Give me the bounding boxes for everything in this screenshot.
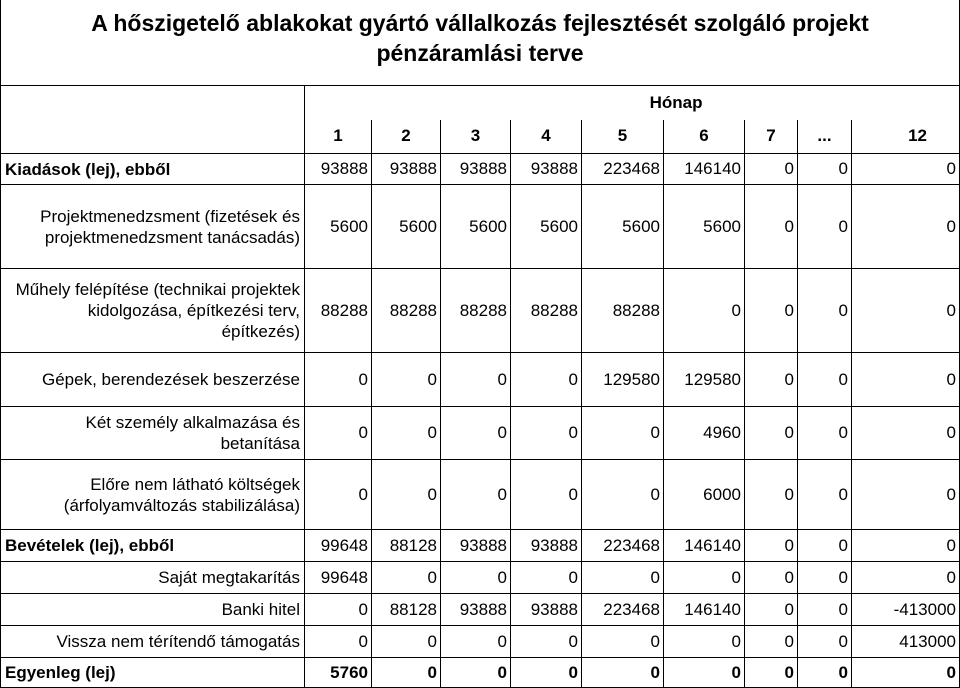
value-cell: 0 (441, 626, 511, 658)
value-cell: 0 (372, 460, 441, 530)
value-cell: 0 (441, 460, 511, 530)
header-corner (1, 86, 305, 120)
value-cell: 4960 (664, 407, 745, 460)
value-cell: 0 (372, 658, 441, 688)
value-cell: 0 (582, 626, 664, 658)
row-label: Banki hitel (1, 594, 305, 626)
value-cell: 93888 (441, 530, 511, 562)
value-cell: 0 (798, 460, 852, 530)
value-cell: 0 (852, 658, 960, 688)
value-cell: 0 (798, 154, 852, 185)
value-cell: 5600 (664, 185, 745, 269)
value-cell: 0 (372, 562, 441, 594)
value-cell: 0 (511, 407, 582, 460)
value-cell: 0 (511, 626, 582, 658)
row-label: Gépek, berendezések beszerzése (1, 353, 305, 407)
value-cell: 0 (511, 353, 582, 407)
value-cell: 0 (305, 594, 372, 626)
value-cell: 0 (664, 658, 745, 688)
value-cell: 93888 (305, 154, 372, 185)
value-cell: 0 (664, 562, 745, 594)
page-title (0, 8, 960, 68)
table-row (1, 154, 960, 185)
table-row (1, 594, 960, 626)
month-cell: ... (798, 120, 852, 154)
row-label: Bevételek (lej), ebből (1, 530, 305, 562)
value-cell: 88288 (511, 269, 582, 353)
value-cell: 93888 (441, 594, 511, 626)
value-cell: 88288 (372, 269, 441, 353)
header-empty (1, 120, 305, 154)
value-cell: 0 (372, 626, 441, 658)
value-cell: 99648 (305, 530, 372, 562)
value-cell: 0 (305, 353, 372, 407)
title-line-1: A hőszigetelő ablakokat gyártó vállalkozás fejlesztését szolgáló projekt (91, 10, 869, 36)
value-cell: 0 (852, 530, 960, 562)
value-cell: 88288 (441, 269, 511, 353)
month-header-label: Hónap (649, 93, 703, 112)
table-row (1, 530, 960, 562)
value-cell: 0 (305, 407, 372, 460)
row-label: Vissza nem térítendő támogatás (1, 626, 305, 658)
row-label: Kiadások (lej), ebből (1, 154, 305, 185)
value-cell: 93888 (441, 154, 511, 185)
value-cell: 93888 (372, 154, 441, 185)
table-row (1, 562, 960, 594)
value-cell: 0 (798, 562, 852, 594)
value-cell: 5600 (305, 185, 372, 269)
value-cell: 0 (582, 658, 664, 688)
value-cell: 0 (852, 185, 960, 269)
value-cell: 413000 (852, 626, 960, 658)
value-cell: 0 (582, 460, 664, 530)
value-cell: 0 (745, 407, 798, 460)
row-label: Projektmenedzsment (fizetések és projektmenedzsment tanácsadás) (1, 185, 305, 269)
value-cell: 223468 (582, 154, 664, 185)
value-cell: 0 (798, 658, 852, 688)
value-cell: 0 (852, 407, 960, 460)
value-cell: 0 (798, 594, 852, 626)
value-cell: -413000 (852, 594, 960, 626)
value-cell: 0 (745, 154, 798, 185)
value-cell: 146140 (664, 154, 745, 185)
table-row (1, 407, 960, 460)
value-cell: 0 (305, 460, 372, 530)
table-row (1, 269, 960, 353)
value-cell: 146140 (664, 594, 745, 626)
value-cell: 0 (441, 407, 511, 460)
table-row (1, 626, 960, 658)
title-line-2: pénzáramlási terve (376, 40, 584, 66)
value-cell: 0 (745, 658, 798, 688)
cash-flow-table (0, 85, 960, 688)
value-cell: 93888 (511, 530, 582, 562)
month-cell: 4 (511, 120, 582, 154)
value-cell: 0 (582, 562, 664, 594)
month-cell: 5 (582, 120, 664, 154)
value-cell: 88128 (372, 530, 441, 562)
value-cell: 99648 (305, 562, 372, 594)
value-cell: 0 (798, 269, 852, 353)
value-cell: 0 (852, 269, 960, 353)
value-cell: 0 (852, 154, 960, 185)
value-cell: 5600 (441, 185, 511, 269)
value-cell: 5600 (372, 185, 441, 269)
value-cell: 0 (305, 626, 372, 658)
month-cell: 12 (852, 120, 960, 154)
value-cell: 5600 (511, 185, 582, 269)
value-cell: 0 (664, 269, 745, 353)
month-cell: 7 (745, 120, 798, 154)
value-cell: 0 (511, 562, 582, 594)
value-cell: 0 (745, 562, 798, 594)
value-cell: 0 (745, 626, 798, 658)
month-cell: 2 (372, 120, 441, 154)
row-label: Egyenleg (lej) (1, 658, 305, 688)
value-cell: 129580 (582, 353, 664, 407)
value-cell: 0 (852, 353, 960, 407)
table-row (1, 185, 960, 269)
value-cell: 0 (582, 407, 664, 460)
value-cell: 0 (798, 353, 852, 407)
value-cell: 0 (441, 353, 511, 407)
value-cell: 0 (745, 594, 798, 626)
row-label: Előre nem látható költségek (árfolyamváltozás stabilizálása) (1, 460, 305, 530)
value-cell: 0 (745, 269, 798, 353)
value-cell: 146140 (664, 530, 745, 562)
value-cell: 0 (852, 460, 960, 530)
value-cell: 0 (511, 658, 582, 688)
value-cell: 0 (798, 626, 852, 658)
table-row (1, 460, 960, 530)
value-cell: 0 (745, 460, 798, 530)
value-cell: 0 (372, 353, 441, 407)
value-cell: 0 (372, 407, 441, 460)
month-cell: 6 (664, 120, 745, 154)
value-cell: 0 (511, 460, 582, 530)
value-cell: 5760 (305, 658, 372, 688)
row-label: Műhely felépítése (technikai projektek kidolgozása, építkezési terv, építkezés) (1, 269, 305, 353)
value-cell: 0 (441, 562, 511, 594)
month-cell: 3 (441, 120, 511, 154)
value-cell: 0 (798, 530, 852, 562)
value-cell: 93888 (511, 154, 582, 185)
value-cell: 93888 (511, 594, 582, 626)
value-cell: 223468 (582, 594, 664, 626)
value-cell: 0 (664, 626, 745, 658)
value-cell: 5600 (582, 185, 664, 269)
value-cell: 0 (852, 562, 960, 594)
table-row (1, 658, 960, 688)
value-cell: 88288 (305, 269, 372, 353)
value-cell: 88288 (582, 269, 664, 353)
value-cell: 129580 (664, 353, 745, 407)
value-cell: 6000 (664, 460, 745, 530)
value-cell: 0 (745, 530, 798, 562)
value-cell: 0 (745, 185, 798, 269)
value-cell: 88128 (372, 594, 441, 626)
table-row (1, 353, 960, 407)
value-cell: 0 (798, 185, 852, 269)
value-cell: 0 (745, 353, 798, 407)
value-cell: 0 (441, 658, 511, 688)
value-cell: 223468 (582, 530, 664, 562)
row-label: Saját megtakarítás (1, 562, 305, 594)
value-cell: 0 (798, 407, 852, 460)
month-cell: 1 (305, 120, 372, 154)
row-label: Két személy alkalmazása és betanítása (1, 407, 305, 460)
